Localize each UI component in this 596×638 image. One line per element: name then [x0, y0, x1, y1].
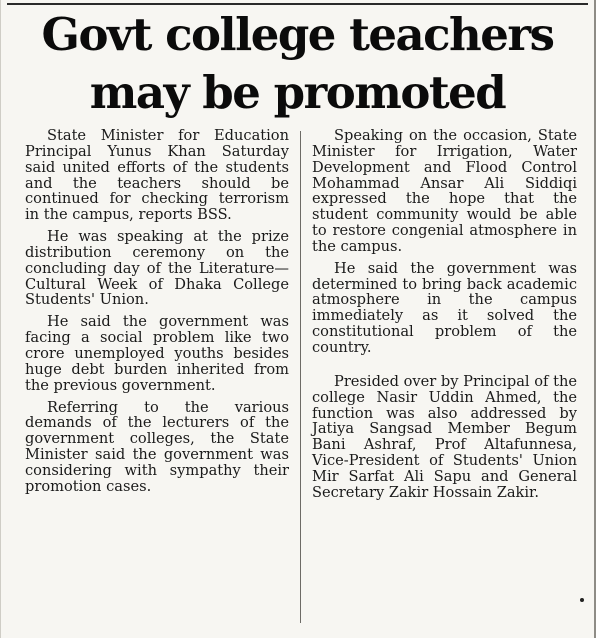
- top-rule: [7, 3, 588, 5]
- headline-line-2: may be promoted: [89, 66, 506, 119]
- paragraph: Presided over by Principal of the college Nasir Uddin Ahmed, the function was also addressed by Jatiya Sangsad Member Begum Bani Ashraf, Prof Altafunnesa, Vice-President of Students' Union Mir Sarfat Ali Sapu and General Secretary Zakir Hossain Zakir.: [312, 372, 577, 501]
- headline: [1, 6, 594, 122]
- headline-line-1: Govt college teachers: [41, 8, 554, 61]
- paragraph: State Minister for Education Principal Yunus Khan Saturday said united efforts of the students and the teachers should be continued for checking terrorism in the campus, reports BSS.: [25, 127, 289, 224]
- paragraph: Referring to the various demands of the lecturers of the government colleges, the State Minister said the government was considering with sympathy their promotion cases.: [25, 398, 289, 495]
- article-column-left: [25, 128, 289, 501]
- paragraph: He said the government was determined to bring back academic atmosphere in the campus immediately as it solved the constitutional problem of the country.: [312, 259, 577, 356]
- paragraph: Speaking on the occasion, State Minister for Irrigation, Water Development and Flood Control Mohammad Ansar Ali Siddiqi expressed the hope that the student community would be able to restore congenial atmosphere in the campus.: [312, 127, 577, 255]
- bullet-dot: [580, 598, 584, 602]
- article-column-right: [312, 128, 577, 507]
- paragraph: He said the government was facing a social problem like two crore unemployed youths besides huge debt burden inherited from the previous government.: [25, 313, 289, 394]
- column-divider: [300, 131, 301, 623]
- paragraph: He was speaking at the prize distribution ceremony on the concluding day of the Literature—Cultural Week of Dhaka College Students' Union.: [25, 228, 289, 309]
